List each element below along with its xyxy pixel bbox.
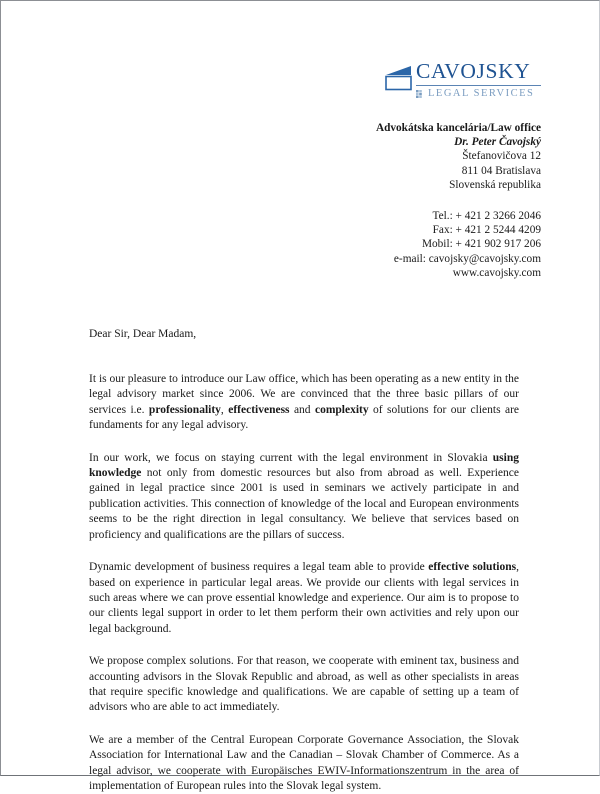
address-city: 811 04 Bratislava — [461, 164, 541, 177]
paragraph-1 — [89, 372, 519, 434]
address-street: Štefanovičova 12 — [462, 150, 541, 163]
company-logo — [385, 61, 541, 99]
paragraph-1-text-c: , — [220, 403, 229, 416]
contact-email: e-mail: cavojsky@cavojsky.com — [393, 252, 541, 265]
paragraph-1-text-a: It is our pleasure to introduce our Law office, which has been operating as a new entity in the legal advisory market since 2006. We are convinced that the three basic pillars of our services i.e. — [89, 373, 519, 416]
address-office-name: Advokátska kancelária/Law office — [375, 122, 541, 134]
paragraph-1-text-d: and — [289, 403, 315, 416]
paragraph-1-bold-effectiveness: effectiveness — [228, 403, 290, 416]
letter-paragraphs — [89, 372, 519, 794]
paragraph-2-text-a: In our work, we focus on staying current with the legal environment in Slovakia — [89, 451, 493, 464]
paragraph-3-bold-effective-solutions: effective solutions — [428, 561, 517, 574]
letterhead — [1, 1, 599, 99]
paragraph-5: We are a member of the Central European Corporate Governance Association, the Slovak Association for International Law and the Canadian – Slovak Chamber of Commerce. As a legal advisor, we cooperate with Europäisches EWIV-Informationszentrum in the area of implementation of European rules into the Slovak legal system. — [89, 733, 519, 792]
address-country: Slovenská republika — [449, 178, 541, 191]
logo-divider-rule — [416, 85, 541, 86]
paragraph-3-text-c: , based on experience in particular legal areas. We provide our clients with legal services in such areas where we can prove essential knowledge and experience. Our aim is to propose to our clients legal support in order to let them perform their own activities and rely upon our legal background. — [89, 561, 519, 635]
letter-body — [1, 328, 599, 794]
logo-tagline-row — [416, 89, 541, 100]
paragraph-2 — [89, 451, 519, 543]
contact-mobile: Mobil: + 421 902 917 206 — [421, 238, 541, 251]
contact-fax: Fax: + 421 2 5244 4209 — [432, 224, 541, 237]
logo-wordmark: CAVOJSKY — [416, 59, 531, 83]
paragraph-1-text-e: of solutions for our clients are fundaments for any legal advisory. — [89, 403, 520, 432]
paragraph-1-bold-complexity: complexity — [314, 403, 369, 416]
address-person-name: Dr. Peter Čavojský — [454, 136, 541, 149]
paragraph-1-bold-professionality: professionality — [148, 403, 221, 416]
logo-grid-icon — [416, 90, 425, 98]
contact-block — [1, 192, 599, 280]
paragraph-3-text-a: Dynamic development of business requires a legal team able to provide — [89, 561, 429, 574]
paragraph-3 — [89, 560, 519, 637]
logo-text-block — [416, 61, 541, 99]
address-block — [1, 99, 599, 192]
paragraph-2-bold-using-knowledge: using knowledge — [89, 451, 519, 480]
letter-salutation: Dear Sir, Dear Madam, — [89, 328, 197, 341]
contact-tel: Tel.: + 421 2 3266 2046 — [432, 210, 541, 223]
paragraph-4: We propose complex solutions. For that reason, we cooperate with eminent tax, business and accounting advisors in the Slovak Republic and abroad, as well as other specialists in areas that require specific knowledge and qualifications. We are capable of setting up a team of advisors who are able to act immediately. — [89, 655, 519, 714]
contact-website: www.cavojsky.com — [452, 266, 541, 279]
cavojsky-flag-mark-icon — [385, 64, 413, 91]
paragraph-2-text-c: not only from domestic resources but also from abroad as well. Experience gained in legal practice since 2001 is used in seminars we actively participate in and publication activities. This connection of knowledge of the local and European environments seems to be the right direction in legal consultancy. We believe that services based on proficiency and qualifications are the pillars of success. — [89, 467, 519, 541]
logo-tagline: LEGAL SERVICES — [428, 87, 535, 99]
